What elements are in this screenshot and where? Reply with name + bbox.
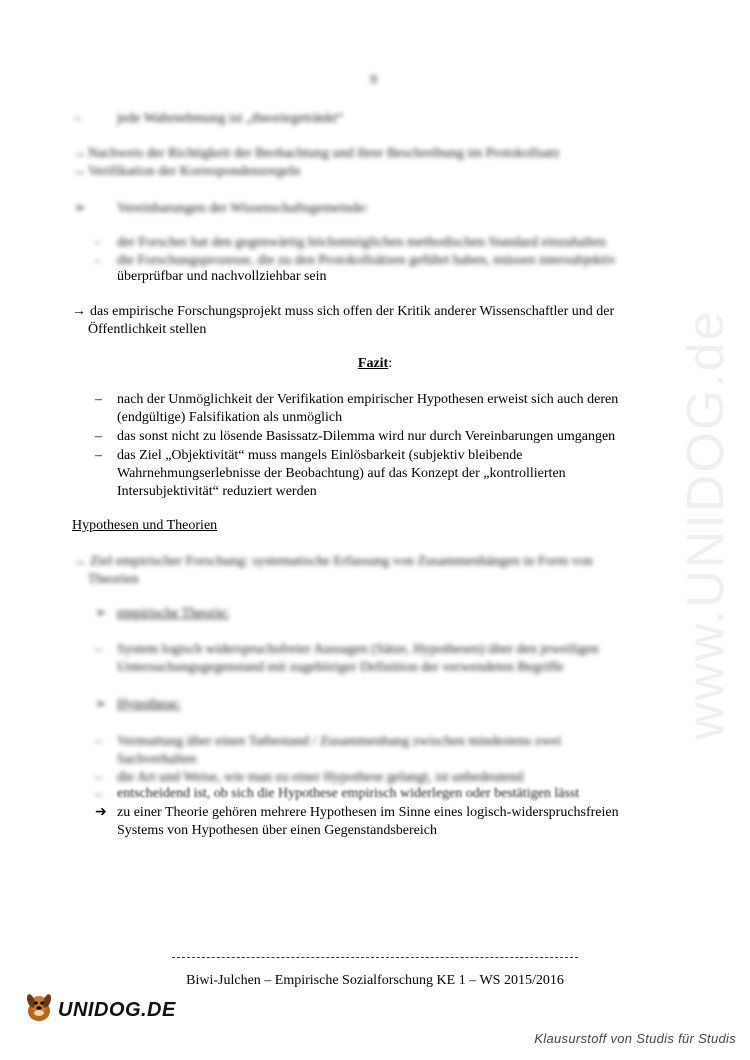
- dash-icon: –: [95, 770, 102, 785]
- blurred-subheading: Vereinbarungen der Wissenschaftsgemeinde:: [117, 201, 369, 216]
- blurred-sub-item: der Forscher hat den gegenwärtig höchstmöglichen methodischen Standard einzuhalten: [117, 235, 607, 250]
- blurred-item: System logisch widerspruchsfreier Aussagen (Sätze, Hypothesen) über den jeweiligen: [117, 642, 599, 657]
- dog-icon: [24, 991, 54, 1029]
- blurred-sub-item: die Forschungsprozesse, die zu den Protokollsätzen geführt haben, müssen intersubjektiv: [117, 253, 616, 268]
- dash-icon: -: [95, 235, 100, 250]
- sub-item-continuation: überprüfbar und nachvollziehbar sein: [117, 269, 327, 284]
- footer-text: Biwi-Julchen – Empirische Sozialforschung KE 1 – WS 2015/2016: [186, 973, 564, 988]
- dash-icon: –: [95, 642, 102, 657]
- arrow-statement-line1: das empirische Forschungsprojekt muss sich offen der Kritik anderer Wissenschaftler und der: [90, 304, 615, 319]
- arrow-statement-line2: Öffentlichkeit stellen: [88, 322, 207, 337]
- dash-icon: –: [95, 787, 102, 802]
- blurred-arrow-line: Ziel empirischer Forschung: systematische Erfassung von Zusammenhängen in Form von: [90, 554, 593, 569]
- triangle-bullet-icon: ➢: [74, 201, 86, 216]
- blurred-item: Sachverhalten: [117, 752, 197, 767]
- final-statement-line1: zu einer Theorie gehören mehrere Hypothesen im Sinne eines logisch-widerspruchsfreien: [117, 805, 619, 820]
- triangle-bullet-icon: ➢: [95, 606, 107, 621]
- arrow-icon: →: [72, 164, 86, 179]
- fazit-item-3-line1: das Ziel „Objektivität“ muss mangels Einlösbarkeit (subjektiv bleibende: [117, 448, 523, 463]
- dash-icon: –: [95, 429, 102, 444]
- footer-divider: [172, 957, 578, 958]
- arrow-icon: →: [72, 304, 86, 319]
- fazit-item-1-line2: (endgültige) Falsifikation als unmöglich: [117, 410, 343, 425]
- fazit-heading: [0, 355, 750, 373]
- blurred-arrow-line: Verifikation der Korrespondenzregeln: [88, 164, 301, 179]
- watermark: www.UNIDOG.de: [677, 309, 735, 740]
- unidog-logo[interactable]: [24, 990, 176, 1030]
- arrow-icon: →: [72, 554, 86, 569]
- arrow-icon: →: [72, 146, 86, 161]
- blurred-item: Untersuchungsgegenstand mit zugehöriger Definition der verwendeten Begriffe: [117, 660, 564, 675]
- dash-icon: -: [95, 253, 100, 268]
- blurred-arrow-line: Theorien: [88, 572, 139, 587]
- final-statement-line2: Systems von Hypothesen über einen Gegenstandsbereich: [117, 823, 437, 838]
- blurred-subheading: Hypothese:: [117, 697, 181, 712]
- blurred-subheading: empirische Theorie:: [117, 606, 230, 621]
- fazit-colon: :: [388, 356, 393, 371]
- dash-icon: –: [95, 734, 102, 749]
- fazit-label: Fazit: [357, 356, 389, 371]
- triangle-bullet-icon: ➢: [95, 697, 107, 712]
- fazit-item-2-line1: das sonst nicht zu lösende Basissatz-Dilemma wird nur durch Vereinbarungen umgangen: [117, 429, 616, 444]
- logo-text: UNIDOG.DE: [58, 999, 176, 1021]
- blurred-item: jede Wahrnehmung ist „theoriegetränkt“: [117, 111, 344, 126]
- blurred-item: die Art und Weise, wie man zu einer Hypothese gelangt, ist unbedeutend: [117, 770, 524, 785]
- blurred-arrow-line: Nachweis der Richtigkeit der Beobachtung und ihrer Beschreibung im Protokollsatz: [88, 146, 560, 161]
- bold-arrow-icon: ➔: [95, 805, 107, 820]
- dash-icon: –: [95, 392, 102, 407]
- fazit-item-3-line2: Wahrnehmungserlebnisse der Beobachtung) auf das Konzept der „kontrollierten: [117, 466, 566, 481]
- blurred-item: Vermuttung über einen Tatbestand / Zusammenhang zwischen mindestens zwei: [117, 734, 562, 749]
- dash-icon: –: [74, 111, 81, 126]
- dash-icon: –: [95, 448, 102, 463]
- page-number: 9: [370, 73, 377, 88]
- blurred-item: entscheidend ist, ob sich die Hypothese empirisch widerlegen oder bestätigen lässt: [117, 786, 580, 801]
- fazit-item-3-line3: Intersubjektivität“ reduziert werden: [117, 484, 317, 499]
- section-heading: Hypothesen und Theorien: [72, 518, 218, 533]
- tagline: Klausurstoff von Studis für Studis: [534, 1031, 736, 1046]
- fazit-item-1-line1: nach der Unmöglichkeit der Verifikation empirischer Hypothesen erweist sich auch deren: [117, 392, 619, 407]
